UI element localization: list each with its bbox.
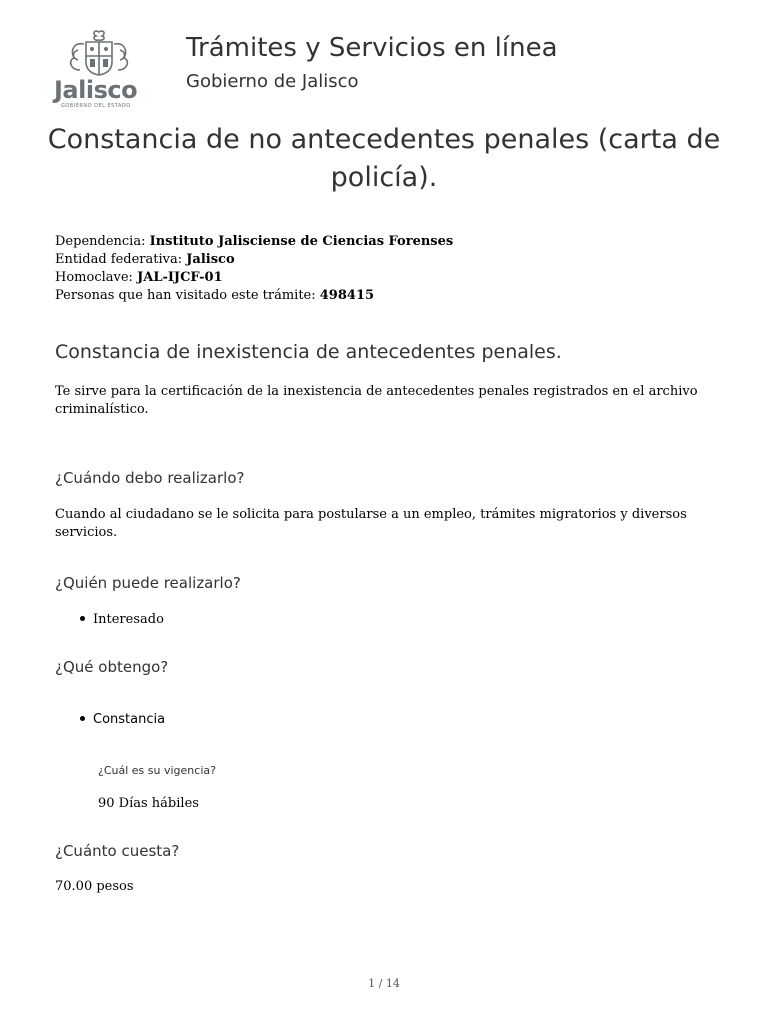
meta-entidad-value: Jalisco [186,252,235,267]
jalisco-logo [54,28,144,112]
intro-heading: Constancia de inexistencia de antecedentes penales. [55,341,562,363]
meta-visitas [55,287,453,305]
meta-dependencia [55,233,453,251]
site-subtitle: Gobierno de Jalisco [186,71,359,92]
meta-visitas-label: Personas que han visitado este trámite: [55,288,316,303]
bullet-icon [80,616,85,621]
logo-subtitle: GOBIERNO DEL ESTADO [61,103,131,109]
que-heading: ¿Qué obtengo? [55,658,169,676]
cuando-heading: ¿Cuándo debo realizarlo? [55,469,245,487]
quien-heading: ¿Quién puede realizarlo? [55,574,241,592]
meta-homoclave [55,269,453,287]
document-title: Constancia de no antecedentes penales (carta de policía). [47,124,721,193]
site-title: Trámites y Servicios en línea [186,33,558,63]
vigencia-text: 90 Días hábiles [98,796,199,811]
vigencia-heading: ¿Cuál es su vigencia? [98,764,216,777]
que-item: Constancia [93,712,166,727]
metadata-block [55,233,453,305]
meta-entidad-label: Entidad federativa: [55,252,183,267]
meta-homoclave-value: JAL-IJCF-01 [137,270,223,285]
quien-item: Interesado [93,612,164,627]
meta-visitas-value: 498415 [319,288,375,303]
meta-homoclave-label: Homoclave: [55,270,133,285]
meta-entidad [55,251,453,269]
meta-dependencia-label: Dependencia: [55,234,146,249]
costo-heading: ¿Cuánto cuesta? [55,842,180,860]
intro-text: Te sirve para la certificación de la inexistencia de antecedentes penales registrados en el archivo criminalístico. [55,384,698,417]
costo-text: 70.00 pesos [55,879,134,894]
logo-wordmark: Jalisco [54,76,138,104]
list-item [80,712,165,727]
coat-of-arms-icon [54,28,144,78]
meta-dependencia-value: Instituto Jalisciense de Ciencias Forenses [149,234,454,249]
page-number: 1 / 14 [368,977,400,990]
cuando-text: Cuando al ciudadano se le solicita para postularse a un empleo, trámites migratorios y diversos servicios. [55,507,687,540]
bullet-icon [80,716,85,721]
list-item [80,612,164,627]
